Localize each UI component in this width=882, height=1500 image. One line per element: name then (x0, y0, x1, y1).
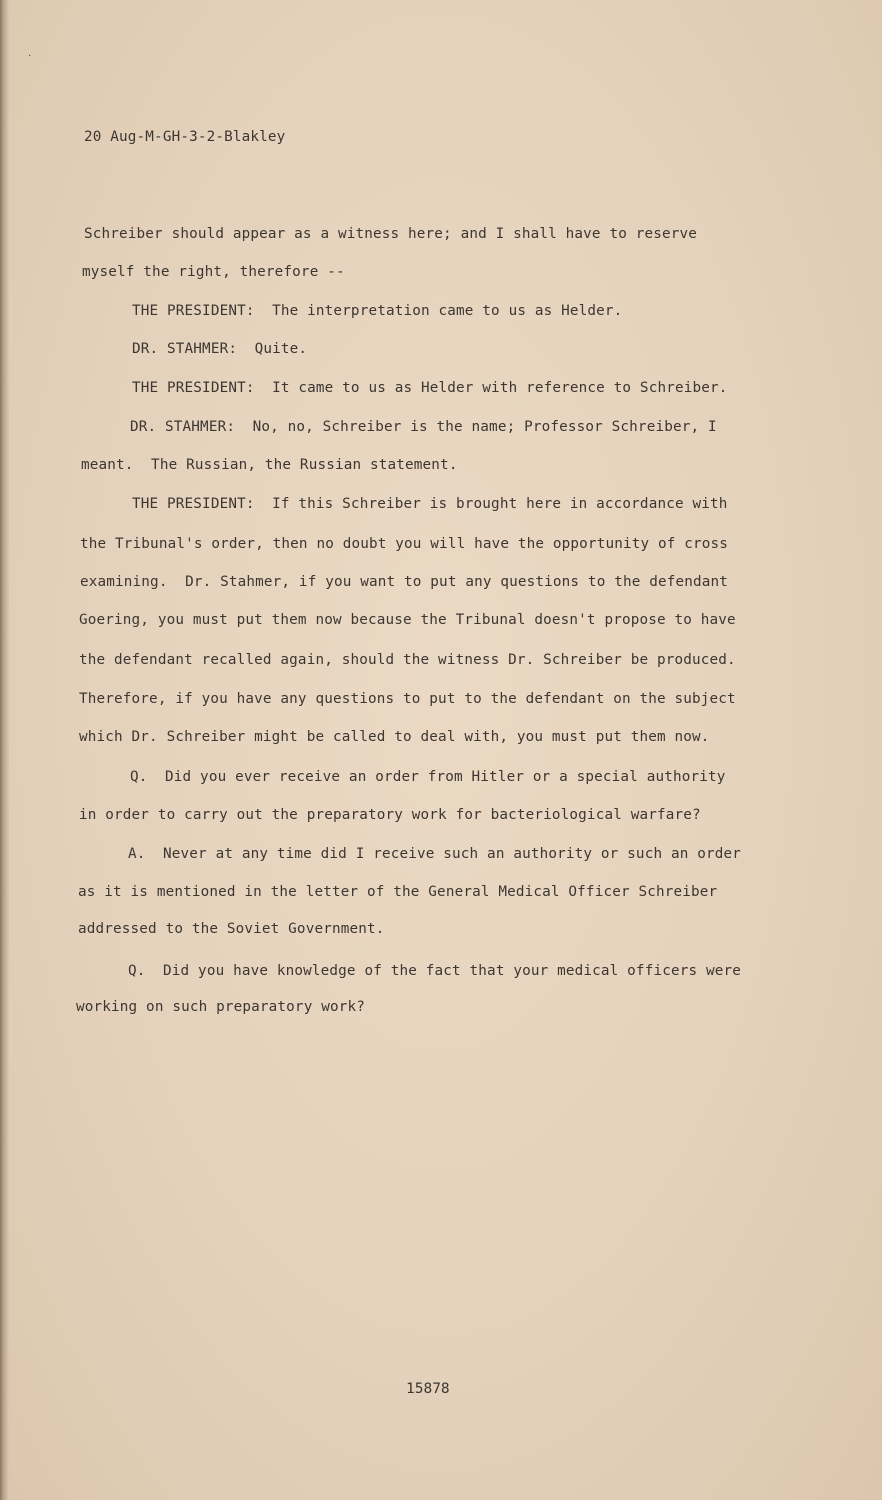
text-line: working on such preparatory work? (76, 999, 365, 1015)
text-line: Goering, you must put them now because the Tribunal doesn't propose to have (79, 612, 736, 628)
text-line: THE PRESIDENT: The interpretation came to us as Helder. (132, 303, 623, 319)
text-line: DR. STAHMER: No, no, Schreiber is the name; Professor Schreiber, I (130, 419, 717, 435)
text-line: Q. Did you ever receive an order from Hitler or a special authority (130, 769, 726, 785)
text-line: as it is mentioned in the letter of the General Medical Officer Schreiber (78, 884, 718, 900)
text-line: DR. STAHMER: Quite. (132, 341, 308, 357)
text-line: THE PRESIDENT: If this Schreiber is brought here in accordance with (132, 496, 728, 512)
text-line: Therefore, if you have any questions to put to the defendant on the subject (79, 691, 736, 707)
text-line: Schreiber should appear as a witness here; and I shall have to reserve (84, 226, 698, 242)
text-line: A. Never at any time did I receive such an authority or such an order (128, 846, 742, 862)
text-line: meant. The Russian, the Russian statement. (81, 457, 458, 473)
text-line: the defendant recalled again, should the witness Dr. Schreiber be produced. (79, 652, 736, 668)
text-line: addressed to the Soviet Government. (78, 921, 385, 937)
page-number: 15878 (406, 1381, 450, 1397)
text-line: in order to carry out the preparatory work for bacteriological warfare? (79, 807, 701, 823)
document-header: 20 Aug-M-GH-3-2-Blakley (84, 129, 286, 145)
ink-speck: · (28, 51, 32, 62)
text-line: THE PRESIDENT: It came to us as Helder with reference to Schreiber. (132, 380, 728, 396)
text-line: which Dr. Schreiber might be called to deal with, you must put them now. (79, 729, 710, 745)
text-line: the Tribunal's order, then no doubt you will have the opportunity of cross (80, 536, 729, 552)
text-line: myself the right, therefore -- (82, 264, 345, 280)
text-line: Q. Did you have knowledge of the fact that your medical officers were (128, 963, 742, 979)
text-line: examining. Dr. Stahmer, if you want to put any questions to the defendant (80, 574, 729, 590)
